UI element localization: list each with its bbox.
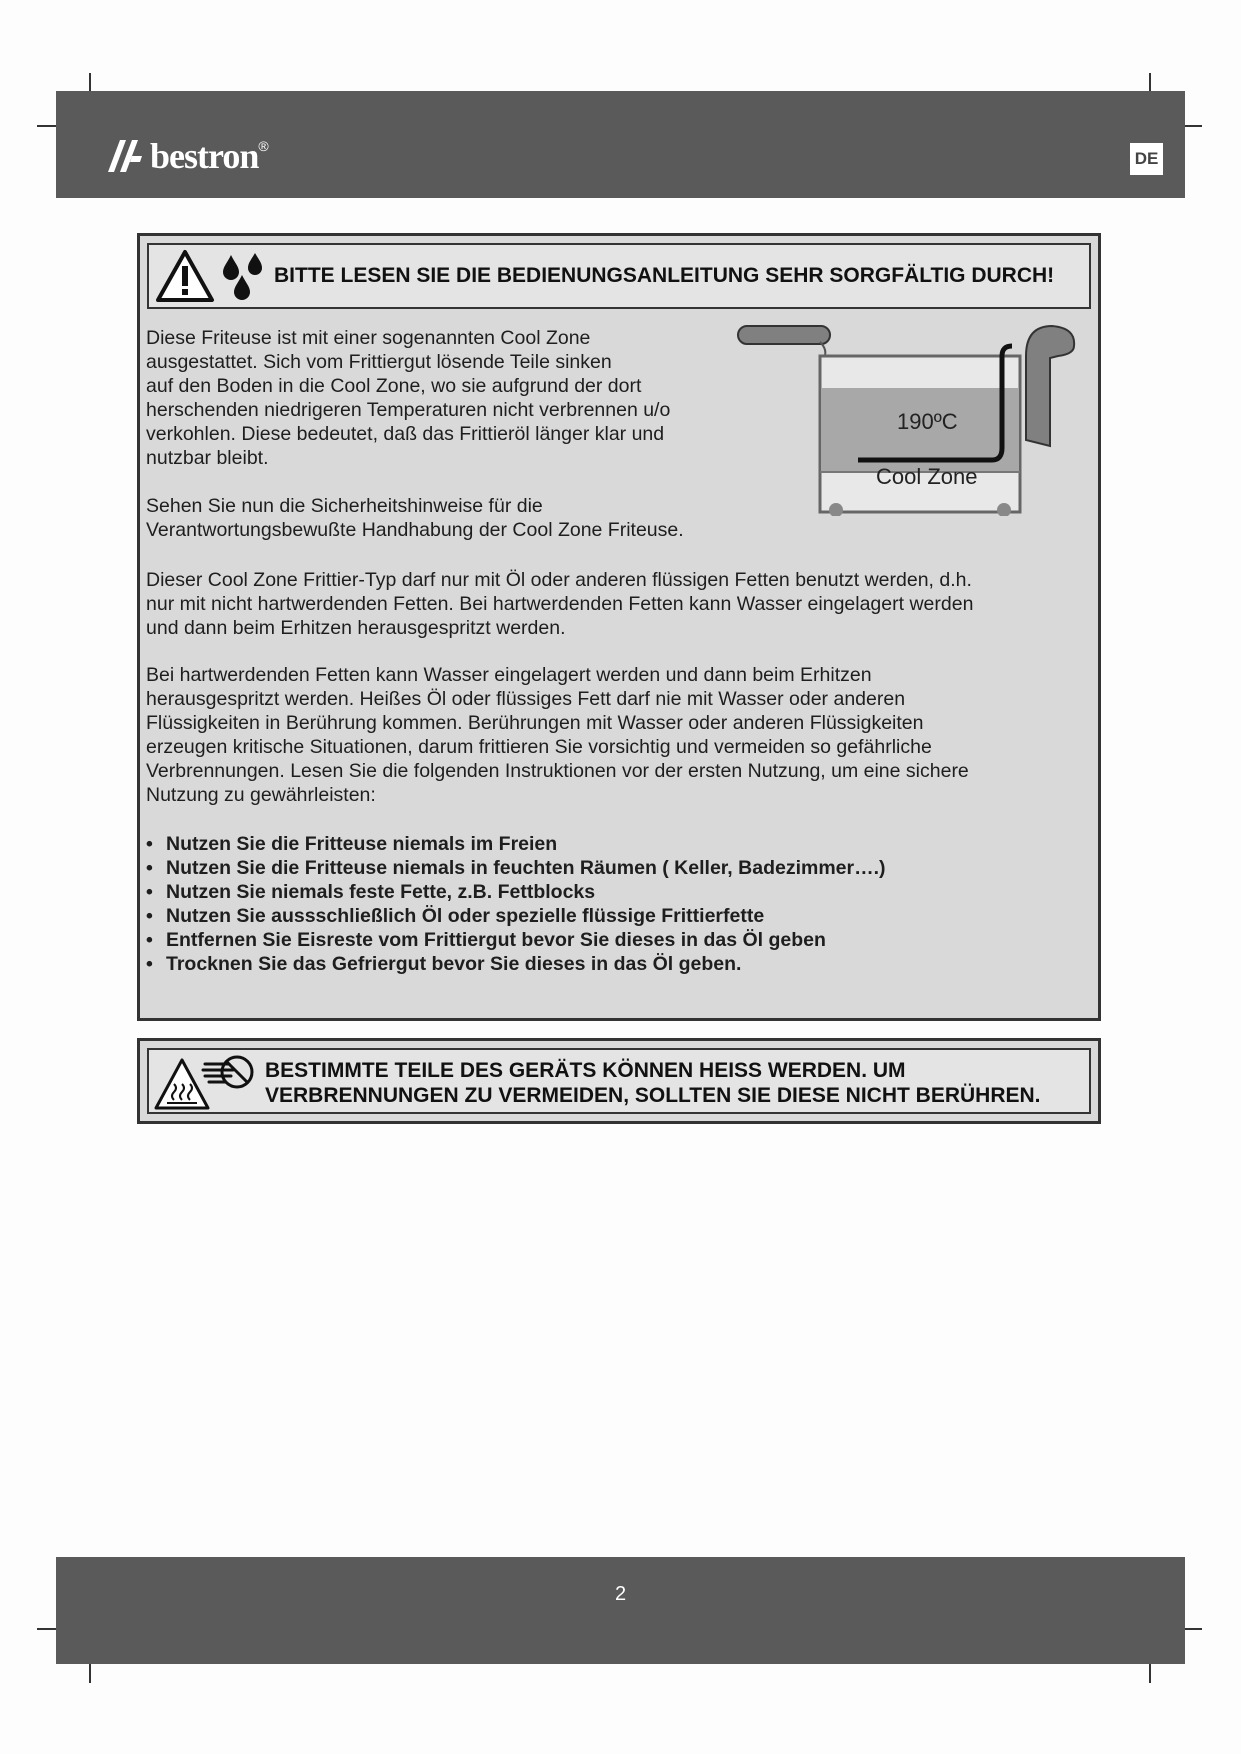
list-item: • Nutzen Sie niemals feste Fette, z.B. Fettblocks [146,880,886,904]
language-badge: DE [1130,143,1163,175]
list-item: • Entfernen Sie Eisreste vom Frittiergut bevor Sie dieses in das Öl geben [146,928,886,952]
cool-zone-label: Cool Zone [876,464,978,489]
footer-band [56,1557,1185,1664]
cool-zone-diagram [736,316,1092,516]
heat-warning-box [137,1038,1101,1124]
header-band [56,91,1185,198]
list-item: • Trocknen Sie das Gefriergut bevor Sie dieses in das Öl geben. [146,952,886,976]
warning-triangle-icon [155,249,215,303]
hard-fats-paragraph: Bei hartwerdenden Fetten kann Wasser eingelagert werden und dann beim Erhitzen herausgespritzt werden. Heißes Öl oder flüssiges Fett darf nie mit Wasser oder anderen Flüssigkeiten in Berührung kommen. Berührungen mit Wasser oder anderen Flüssigkeiten erzeugen kritische Situationen, darum frittieren Sie vorsichtig und vermeiden so gefährliche Verbrennungen. Lesen Sie die folgenden Instruktionen vor der ersten Nutzung, um eine sichere Nutzung zu gewährleisten: [146,664,969,806]
registered-mark: ® [258,138,269,154]
brand-logo [106,135,269,177]
list-item: • Nutzen Sie die Fritteuse niemals in feuchten Räumen ( Keller, Badezimmer….) [146,856,886,880]
heat-warning-inner [147,1048,1091,1114]
warning-header [147,243,1091,309]
heat-warning-text: BESTIMMTE TEILE DES GERÄTS KÖNNEN HEISS WERDEN. UM VERBRENNUNGEN ZU VERMEIDEN, SOLLTEN SIE DIESE NICHT BERÜHREN. [265,1059,1041,1107]
temperature-label: 190ºC [897,409,958,434]
double-chevron-logo-icon [106,136,146,176]
safety-bullet-list [146,832,886,976]
list-item: • Nutzen Sie die Fritteuse niemals im Freien [146,832,886,856]
oil-drops-icon [221,251,271,301]
oil-only-paragraph: Dieser Cool Zone Frittier-Typ darf nur mit Öl oder anderen flüssigen Fetten benutzt werden, d.h. nur mit nicht hartwerdenden Fetten. Bei hartwerdenden Fetten kann Wasser eingelagert werden und dann beim Erhitzen herausgespritzt werden. [146,569,974,639]
page-number: 2 [614,1583,627,1605]
intro-paragraph: Diese Friteuse ist mit einer sogenannten Cool Zone ausgestattet. Sich vom Frittiergut lösende Teile sinken auf den Boden in die Cool Zone, wo sie aufgrund der dort herschenden niedrigeren Temperaturen nicht verbrennen u/o verkohlen. Diese bedeutet, daß das Frittieröl länger klar und nutzbar bleibt. [146,327,671,469]
list-item: • Nutzen Sie aussschließlich Öl oder spezielle flüssige Frittierfette [146,904,886,928]
brand-name: bestron [150,136,259,176]
safety-intro-paragraph: Sehen Sie nun die Sicherheitshinweise für die Verantwortungsbewußte Handhabung der Cool Zone Friteuse. [146,495,684,541]
warning-header-text: BITTE LESEN SIE DIE BEDIENUNGSANLEITUNG SEHR SORGFÄLTIG DURCH! [274,264,1055,287]
no-touch-icon [199,1052,255,1092]
safety-box [137,233,1101,1021]
